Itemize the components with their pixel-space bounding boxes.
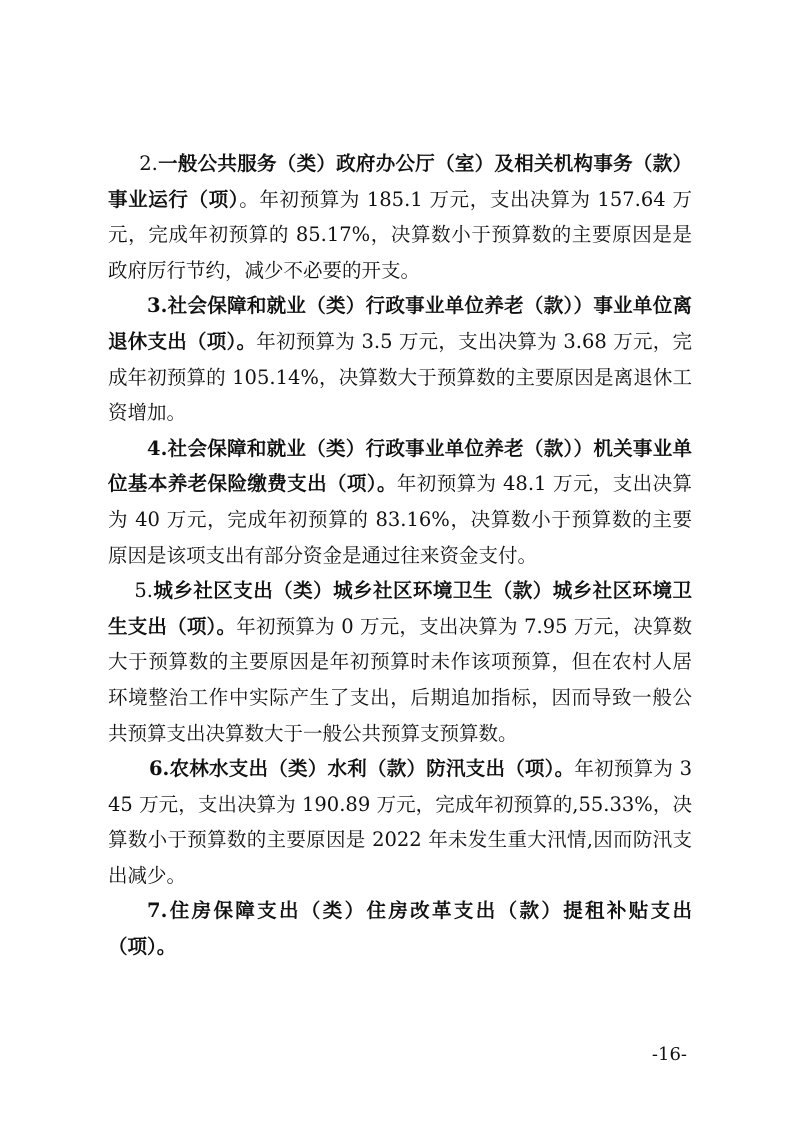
paragraph-item-6	[108, 751, 692, 893]
paragraph-text: 年初预算为 0 万元，支出决算为 7.95 万元，决算数大于预算数的主要原因是年初预算时未作该项预算，但在农村人居环境整治工作中实际产生了支出，后期追加指标，因而导致一般公共预算支出决算数大于一般公共预算支预算数。	[108, 614, 692, 745]
paragraph-item-5	[108, 573, 692, 751]
paragraph-item-3	[108, 288, 692, 430]
paragraph-heading: 农林水支出（类）水利（款）防汛支出（项）。	[169, 757, 575, 781]
paragraph-heading: 社会保障和就业（类）行政事业单位养老（款））事业单位离退休支出（项）。	[108, 294, 692, 353]
paragraph-text: 。年初预算为 185.1 万元，支出决算为 157.64 万元，完成年初预算的 85.17%，决算数小于预算数的主要原因是是政府厉行节约，减少不必要的开支。	[108, 187, 692, 282]
paragraph-number: 2.	[139, 152, 158, 175]
paragraph-number: 4.	[147, 436, 168, 460]
paragraph-item-7	[108, 893, 692, 964]
paragraph-item-4	[108, 431, 692, 573]
paragraph-heading: 社会保障和就业（类）行政事业单位养老（款））机关事业单位基本养老保险缴费支出（项）。	[108, 436, 692, 496]
paragraph-number: 3.	[147, 294, 168, 318]
paragraph-item-2	[108, 146, 692, 288]
paragraph-heading: 城乡社区支出（类）城乡社区环境卫生（款）城乡社区环境卫生支出（项）。	[108, 579, 692, 638]
document-body	[108, 146, 692, 965]
paragraph-number: 6.	[148, 757, 170, 781]
paragraph-number: 7.	[147, 899, 168, 923]
paragraph-text: 年初预算为 345 万元，支出决算为 190.89 万元，完成年初预算的,55.33%，决算数小于预算数的主要原因是 2022 年未发生重大汛情,因而防汛支出减少。	[108, 757, 692, 887]
page-number: -16-	[651, 1044, 687, 1065]
paragraph-number: 5.	[134, 579, 153, 603]
paragraph-text: 年初预算为 48.1 万元，支出决算为 40 万元，完成年初预算的 83.16%，决算数小于预算数的主要原因是该项支出有部分资金是通过往来资金支付。	[108, 472, 692, 567]
paragraph-heading: 一般公共服务（类）政府办公厅（室）及相关机构事务（款）事业运行（项）	[108, 152, 692, 211]
paragraph-heading: 住房保障支出（类）住房改革支出（款）提租补贴支出（项）。	[108, 899, 692, 959]
paragraph-text: 年初预算为 3.5 万元，支出决算为 3.68 万元，完成年初预算的 105.14%，决算数大于预算数的主要原因是离退休工资增加。	[108, 329, 692, 425]
